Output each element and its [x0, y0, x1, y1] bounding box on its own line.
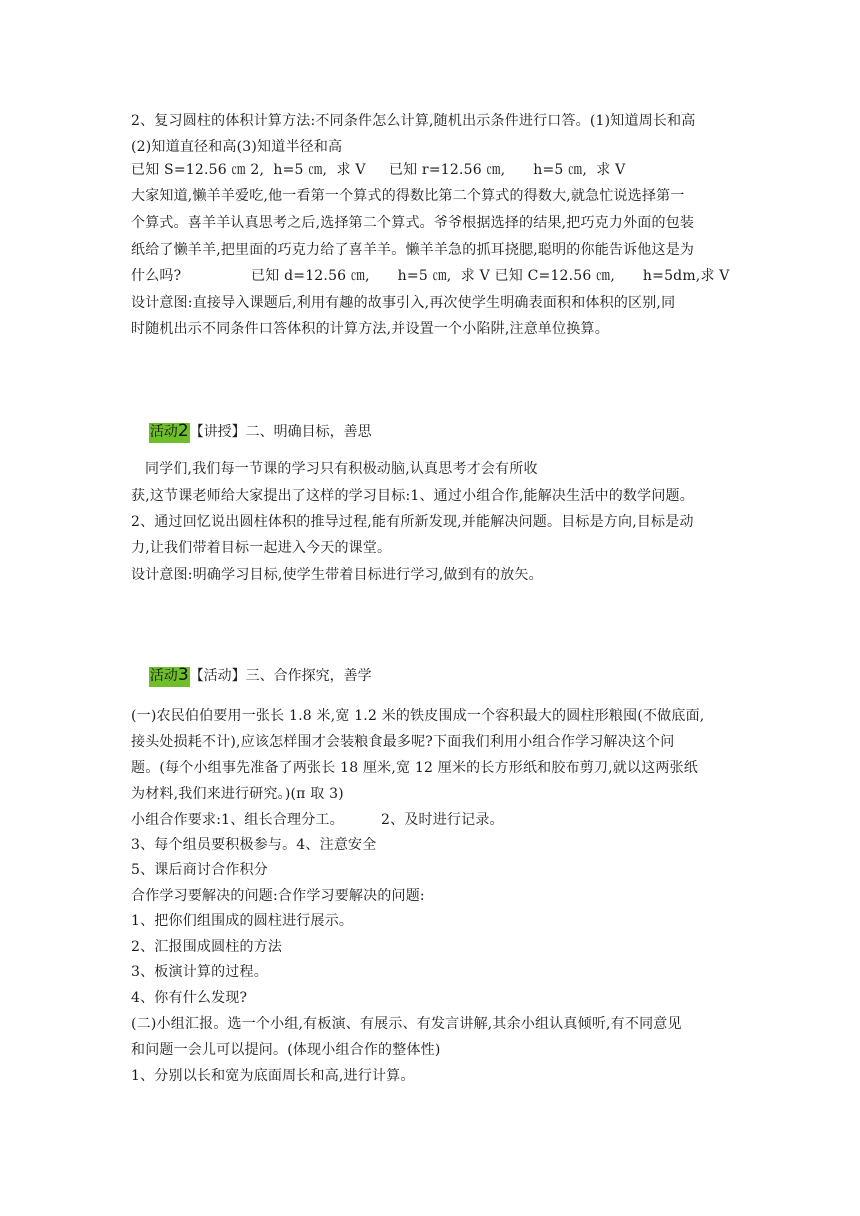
text-line: 获,这节课老师给大家提出了这样的学习目标:1、通过小组合作,能解决生活中的数学问题。 [131, 488, 694, 504]
text-line: 力,让我们带着目标一起进入今天的课堂。 [131, 540, 392, 556]
activity-tag [149, 667, 190, 687]
text-line: 1、分别以长和宽为底面周长和高,进行计算。 [131, 1068, 415, 1084]
text-line: (2)知道直径和高(3)知道半径和高 [131, 139, 343, 155]
text-line: 同学们,我们每一节课的学习只有积极动脑,认真思考才会有所收 [131, 461, 538, 477]
text-line: 1、把你们组围成的圆柱进行展示。 [131, 913, 354, 929]
activity-tag-text: 活动 [149, 668, 178, 684]
text-line: 已知 S=12.56 ㎝ 2, h=5 ㎝, 求 V 已知 r=12.56 ㎝, h=5 ㎝, 求 V [131, 162, 626, 178]
text-line: 时随机出示不同条件口答体积的计算方法,并设置一个小陷阱,注意单位换算。 [131, 321, 609, 337]
activity-tag-number: 2 [177, 421, 189, 441]
text-line: 大家知道,懒羊羊爱吃,他一看第一个算式的得数比第二个算式的得数大,就急忙说选择第一 [131, 188, 685, 204]
text-line: 和问题一会儿可以提问。(体现小组合作的整体性) [131, 1042, 441, 1058]
text-line: 什么吗? 已知 d=12.56 ㎝, h=5 ㎝, 求 V 已知 C=12.56 ㎝, h=5dm,求 V [131, 268, 730, 284]
text-line: 设计意图:明确学习目标,使学生带着目标进行学习,做到有的放矢。 [131, 567, 543, 583]
text-line: 合作学习要解决的问题:合作学习要解决的问题: [131, 888, 425, 904]
text-line: 接头处损耗不计),应该怎样围才会装粮食最多呢?下面我们利用小组合作学习解决这个问 [131, 734, 675, 750]
activity-title: 【活动】三、合作探究，善学 [189, 668, 372, 684]
activity-2-heading [131, 395, 372, 468]
text-line: 3、板演计算的过程。 [131, 964, 268, 980]
text-line: (二)小组汇报。选一个小组,有板演、有展示、有发言讲解,其余小组认真倾听,有不同意见 [131, 1016, 682, 1032]
activity-tag-number: 3 [177, 665, 189, 685]
text-line: 2、通过回忆说出圆柱体积的推导过程,能有所新发现,并能解决问题。目标是方向,目标是动 [131, 514, 694, 530]
text-line: (一)农民伯伯要用一张长 1.8 米,宽 1.2 米的铁皮围成一个容积最大的圆柱形粮囤(不做底面, [131, 708, 705, 724]
activity-tag-text: 活动 [149, 424, 178, 440]
text-line: 小组合作要求:1、组长合理分工。 2、及时进行记录。 [131, 812, 504, 828]
text-line: 5、课后商讨合作积分 [131, 862, 268, 878]
text-line: 个算式。喜羊羊认真思考之后,选择第二个算式。爷爷根据选择的结果,把巧克力外面的包装 [131, 215, 695, 231]
activity-tag [149, 423, 190, 443]
text-line: 4、你有什么发现? [131, 990, 248, 1006]
text-line: 纸给了懒羊羊,把里面的巧克力给了喜羊羊。懒羊羊急的抓耳挠腮,聪明的你能告诉他这是为 [131, 242, 695, 258]
text-line: 3、每个组员要积极参与。4、注意安全 [131, 837, 377, 853]
activity-title: 【讲授】二、明确目标，善思 [189, 424, 372, 440]
text-line: 2、复习圆柱的体积计算方法:不同条件怎么计算,随机出示条件进行口答。(1)知道周长和高 [131, 113, 696, 129]
text-line: 2、汇报围成圆柱的方法 [131, 939, 283, 955]
text-line: 设计意图:直接导入课题后,利用有趣的故事引入,再次使学生明确表面积和体积的区别,同 [131, 295, 676, 311]
text-line: 为材料,我们来进行研究。)(π 取 3) [131, 786, 344, 802]
text-line: 题。(每个小组事先准备了两张长 18 厘米,宽 12 厘米的长方形纸和胶布剪刀,就以这两张纸 [131, 760, 698, 776]
activity-3-heading [131, 639, 372, 712]
